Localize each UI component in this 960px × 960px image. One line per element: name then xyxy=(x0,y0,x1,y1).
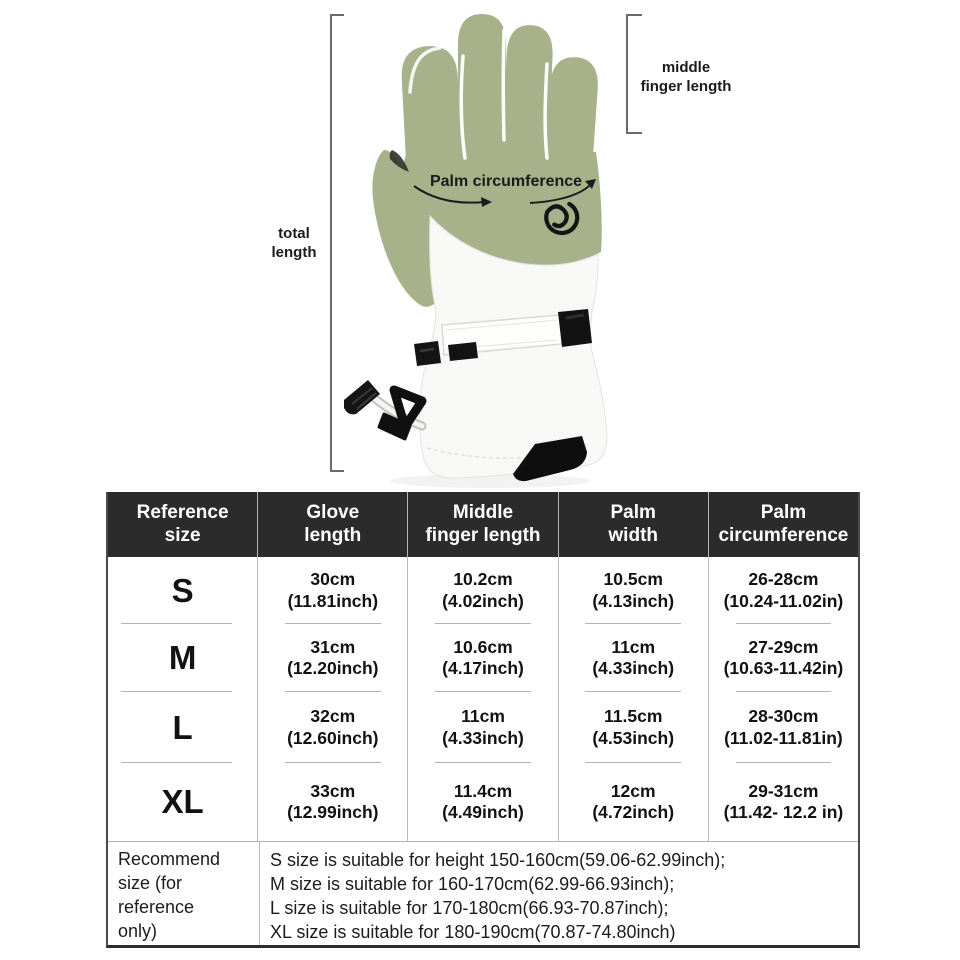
value-cm: 11.5cm xyxy=(604,706,663,726)
value-inch: (4.13inch) xyxy=(592,590,675,611)
total-length-line2: length xyxy=(271,244,317,261)
strap-fold xyxy=(448,342,478,361)
value-inch: (4.53inch) xyxy=(592,727,675,748)
recommend-label-line: Recommend xyxy=(118,849,221,869)
header-line: Glove xyxy=(306,502,360,523)
value-cm: 27-29cm xyxy=(748,636,819,657)
header-cell-palm-circumference xyxy=(709,492,858,557)
recommend-line-s: S size is suitable for height 150-160cm(59.06-62.99inch); xyxy=(270,850,726,870)
value-cm: 33cm xyxy=(310,780,356,801)
value-cm: 26-28cm xyxy=(748,569,819,589)
palm-circumference-cell xyxy=(709,624,858,692)
value-cm: 31cm xyxy=(310,636,356,657)
size-cell: L xyxy=(108,692,258,763)
value-cm: 32cm xyxy=(310,706,356,726)
palm-width-cell xyxy=(559,624,709,692)
glove-index-finger xyxy=(400,45,464,194)
value-inch: (11.81inch) xyxy=(287,590,379,611)
size-cell: XL xyxy=(108,763,258,841)
value-inch: (12.99inch) xyxy=(287,802,379,822)
palm-circumference-cell xyxy=(709,557,858,624)
value-inch: (10.63-11.42in) xyxy=(723,658,844,678)
total-length-label xyxy=(252,224,336,262)
palm-width-cell xyxy=(559,557,709,624)
value-cm: 10.2cm xyxy=(453,569,513,589)
header-line: circumference xyxy=(718,524,849,546)
recommend-text xyxy=(260,842,858,945)
glove-illustration xyxy=(330,0,660,490)
header-cell-palm-width xyxy=(559,492,709,557)
middle-finger-line2: finger length xyxy=(640,78,732,95)
glove-length-cell xyxy=(258,624,408,692)
value-inch: (11.42- 12.2 in) xyxy=(723,802,844,822)
value-inch: (4.72inch) xyxy=(592,802,675,822)
value-cm: 28-30cm xyxy=(748,706,819,726)
middle-finger-length-label xyxy=(628,58,744,96)
strap-clip xyxy=(414,341,441,366)
total-length-line1: total xyxy=(278,225,310,242)
palm-width-cell xyxy=(559,763,709,841)
header-line: width xyxy=(608,524,659,546)
size-cell: S xyxy=(108,557,258,624)
recommend-label xyxy=(108,842,260,945)
table-row-m xyxy=(108,624,858,692)
table-row-l xyxy=(108,692,858,763)
value-inch: (4.49inch) xyxy=(442,802,524,822)
value-cm: 11cm xyxy=(611,636,656,657)
value-cm: 10.5cm xyxy=(603,569,663,589)
table-body xyxy=(108,557,858,841)
recommend-row xyxy=(108,841,858,945)
palm-circumference-cell xyxy=(709,763,858,841)
middle-finger-line1: middle xyxy=(661,59,711,76)
header-cell-glove-length xyxy=(258,492,408,557)
header-line: Palm xyxy=(610,502,656,523)
value-inch: (10.24-11.02in) xyxy=(723,590,844,611)
middle-finger-cell xyxy=(408,624,558,692)
recommend-line-m: M size is suitable for 160-170cm(62.99-66.93inch); xyxy=(270,874,675,894)
table-row-s xyxy=(108,557,858,624)
middle-finger-cell xyxy=(408,763,558,841)
value-cm: 11cm xyxy=(461,706,505,726)
table-header-row xyxy=(108,492,858,557)
header-line: Palm xyxy=(760,502,807,523)
header-line: length xyxy=(304,524,362,546)
value-inch: (4.33inch) xyxy=(592,658,675,678)
value-inch: (4.02inch) xyxy=(442,590,524,611)
value-inch: (4.17inch) xyxy=(442,658,524,678)
value-inch: (4.33inch) xyxy=(442,727,524,748)
header-line: size xyxy=(164,524,201,546)
value-cm: 29-31cm xyxy=(748,780,819,801)
glove-pinky-finger xyxy=(544,56,600,180)
value-cm: 30cm xyxy=(310,569,356,589)
recommend-label-line: reference xyxy=(118,897,195,917)
middle-finger-cell xyxy=(408,557,558,624)
size-table xyxy=(106,492,860,948)
recommend-line-xl: XL size is suitable for 180-190cm(70.87-74.80inch) xyxy=(270,922,676,942)
header-line: Middle xyxy=(452,502,514,523)
value-inch: (12.20inch) xyxy=(287,658,379,678)
header-line: finger length xyxy=(425,524,541,546)
value-inch: (11.02-11.81in) xyxy=(724,727,843,748)
header-line: Reference xyxy=(136,502,229,523)
recommend-label-line: only) xyxy=(118,921,158,941)
value-cm: 10.6cm xyxy=(453,636,513,657)
palm-circumference-cell xyxy=(709,692,858,763)
header-cell-middle-finger-length xyxy=(408,492,558,557)
value-cm: 12cm xyxy=(610,780,656,801)
recommend-label-line: size (for xyxy=(118,873,183,893)
strap-buckle xyxy=(558,309,592,347)
value-cm: 11.4cm xyxy=(453,780,513,801)
size-cell: M xyxy=(108,624,258,692)
recommend-line-l: L size is suitable for 170-180cm(66.93-70.87inch); xyxy=(270,898,669,918)
middle-finger-cell xyxy=(408,692,558,763)
palm-width-cell xyxy=(559,692,709,763)
header-cell-reference-size xyxy=(108,492,258,557)
glove-length-cell xyxy=(258,557,408,624)
wrist-leash xyxy=(344,380,422,439)
value-inch: (12.60inch) xyxy=(287,727,379,748)
glove-length-cell xyxy=(258,763,408,841)
table-row-xl xyxy=(108,763,858,841)
palm-circumference-label: Palm circumference xyxy=(429,173,583,190)
glove-length-cell xyxy=(258,692,408,763)
